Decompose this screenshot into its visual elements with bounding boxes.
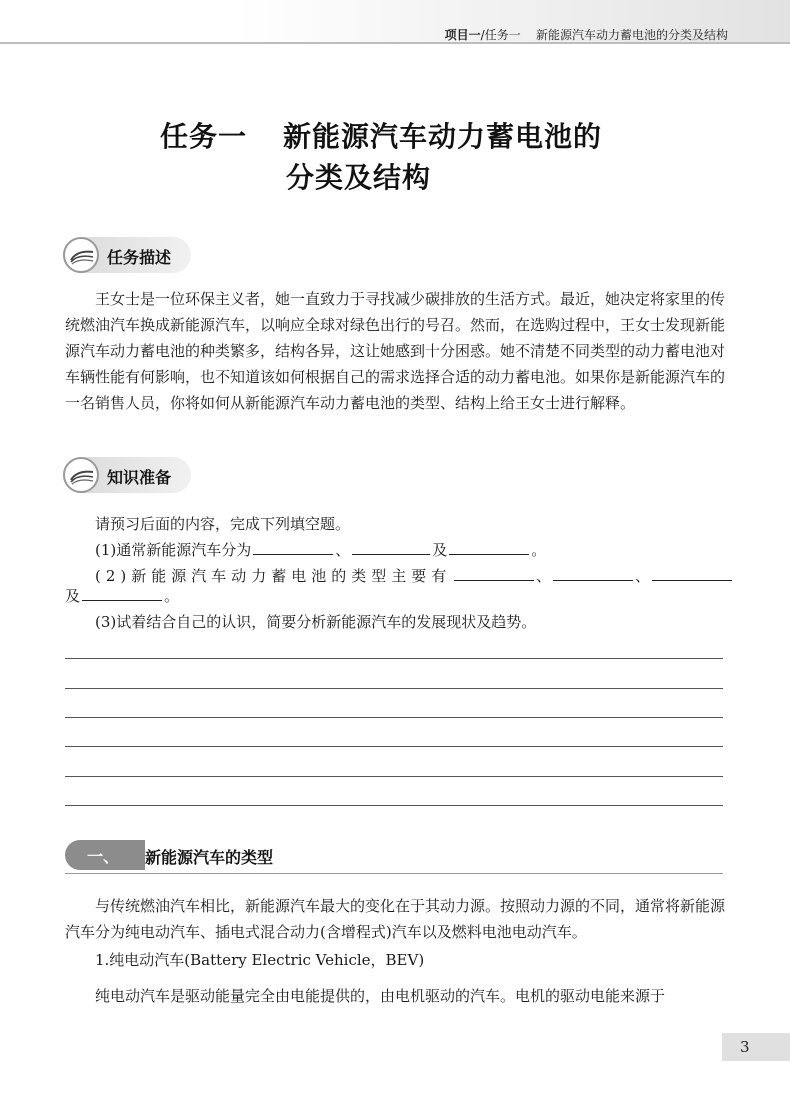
answer-line[interactable] [65,658,723,659]
blank-field[interactable] [82,586,162,601]
blank-field[interactable] [352,540,430,555]
section-1-paragraph-2: 纯电动汽车是驱动能量完全由电能提供的，由电机驱动的汽车。电机的驱动电能来源于 [95,987,666,1005]
section-1-paragraph-1: 与传统燃油汽车相比，新能源汽车最大的变化在于其动力源。按照动力源的不同，通常将新能源汽车分为纯电动汽车、插电式混合动力(含增程式)汽车以及燃料电池电动汽车。 [65,897,726,941]
open-book-icon [63,237,99,273]
end-period: 。 [164,587,180,605]
title-task-label: 任务一 [160,120,248,153]
answer-line[interactable] [65,717,723,718]
section-1-heading [65,836,723,876]
running-header-text [445,26,728,43]
question-2-and: 及 [65,587,81,605]
question-3: (3)试着结合自己的认识，简要分析新能源汽车的发展现状及趋势。 [95,613,537,631]
section-title: 新能源汽车的类型 [145,848,274,867]
answer-line[interactable] [65,805,723,806]
header-project: 项目一 [444,28,481,42]
task-description-badge [63,237,191,273]
divider [65,873,723,874]
knowledge-prep-badge-label: 知识准备 [107,468,172,487]
open-book-icon [63,457,99,493]
page-title-line-1 [160,115,602,155]
separator-comma: 、 [335,541,351,559]
section-number: 一、 [87,847,120,866]
question-2 [95,566,451,586]
separator-comma: 、 [536,567,552,585]
knowledge-prep-badge [63,457,191,493]
subsection-heading: 1.纯电动汽车(Battery Electric Vehicle，BEV) [95,951,425,969]
question-2-blanks [452,566,734,586]
task-description-badge-label: 任务描述 [107,248,172,267]
blank-field[interactable] [253,540,333,555]
blank-field[interactable] [652,566,732,581]
separator-comma: 、 [635,567,651,585]
answer-line[interactable] [65,746,723,747]
title-line-1-text: 新能源汽车动力蓄电池的 [283,120,603,153]
page-number: 3 [740,1038,750,1056]
end-period: 。 [531,541,547,559]
answer-line[interactable] [65,776,723,777]
separator-and: 及 [432,541,448,559]
task-description-text: 王女士是一位环保主义者，她一直致力于寻找减少碳排放的生活方式。最近，她决定将家里的传统燃油汽车换成新能源汽车，以响应全球对绿色出行的号召。然而，在选购过程中，王女士发现新能源汽车动力蓄电池的种类繁多，结构各异，这让她感到十分困惑。她不清楚不同类型的动力蓄电池对车辆性能有何影响，也不知道该如何根据自己的需求选择合适的动力蓄电池。如果你是新能源汽车的一名销售人员，你将如何从新能源汽车动力蓄电池的类型、结构上给王女士进行解释。 [65,290,726,412]
question-1-prefix: (1)通常新能源汽车分为 [95,541,252,559]
blank-field[interactable] [449,540,529,555]
running-header [0,0,790,44]
answer-line[interactable] [65,688,723,689]
knowledge-prep-intro: 请预习后面的内容，完成下列填空题。 [95,515,351,533]
page-title-line-2: 分类及结构 [286,161,432,194]
blank-field[interactable] [454,566,534,581]
question-2-continued [65,586,179,606]
header-subject: 新能源汽车动力蓄电池的分类及结构 [535,28,728,42]
question-1 [95,540,546,560]
question-2-prefix: (2)新能源汽车动力蓄电池的类型主要有 [95,567,452,585]
header-task: /任务一 [480,28,521,42]
page-number-box [722,1033,790,1061]
blank-field[interactable] [553,566,633,581]
